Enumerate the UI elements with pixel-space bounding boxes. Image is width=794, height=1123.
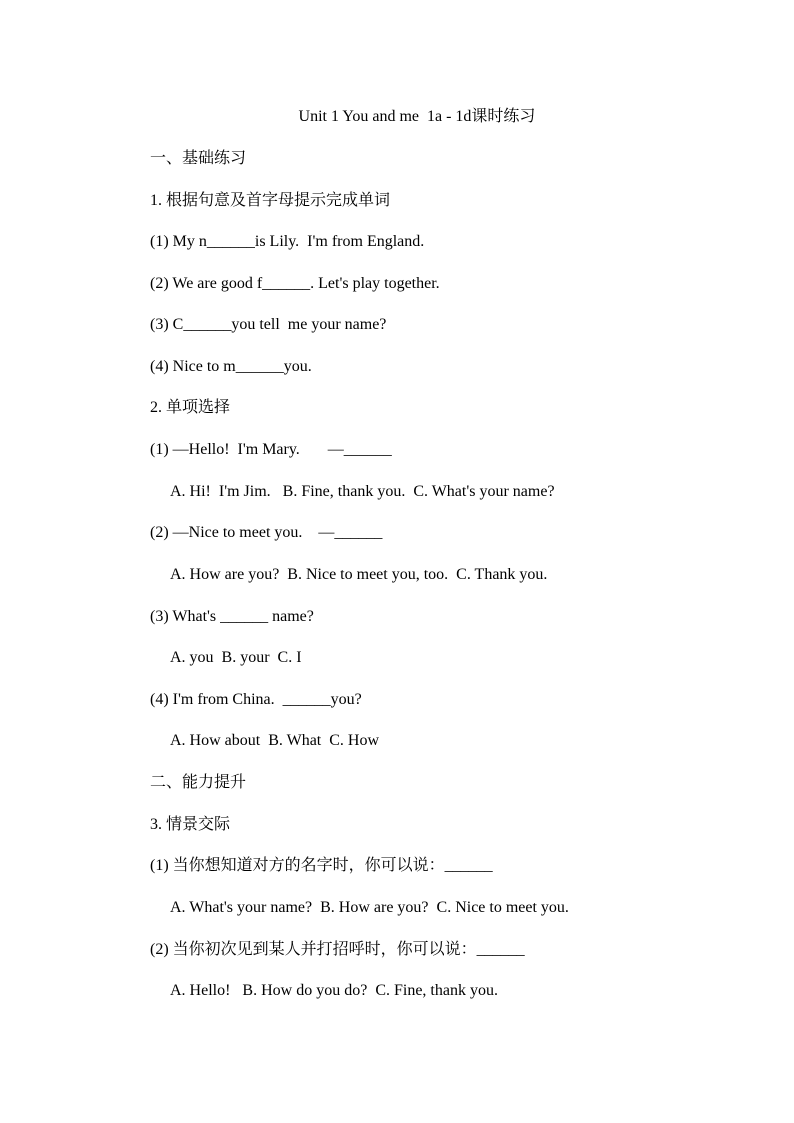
question-2-item-3: (3) What's ______ name? <box>150 608 314 625</box>
question-3-item-2: (2) 当你初次见到某人并打招呼时，你可以说：______ <box>150 941 525 958</box>
question-2-item-2-options: A. How are you? B. Nice to meet you, too. C. Thank you. <box>170 566 548 583</box>
question-2-item-2: (2) —Nice to meet you. —______ <box>150 524 383 541</box>
question-1-item-4: (4) Nice to m______you. <box>150 358 312 375</box>
question-2-item-1: (1) —Hello! I'm Mary. —______ <box>150 441 392 458</box>
question-2-item-4-options: A. How about B. What C. How <box>170 732 380 749</box>
document-title: Unit 1 You and me 1a - 1d课时练习 <box>298 108 536 125</box>
question-3-heading: 3. 情景交际 <box>150 816 231 833</box>
question-1-item-1: (1) My n______is Lily. I'm from England. <box>150 233 425 250</box>
question-1-heading: 1. 根据句意及首字母提示完成单词 <box>150 192 391 209</box>
section-heading-basic-practice: 一、基础练习 <box>150 150 247 167</box>
question-3-item-1-options: A. What's your name? B. How are you? C. Nice to meet you. <box>170 899 569 916</box>
section-heading-ability-improvement: 二、能力提升 <box>150 774 247 791</box>
question-3-item-2-options: A. Hello! B. How do you do? C. Fine, thank you. <box>170 982 498 999</box>
question-2-item-4: (4) I'm from China. ______you? <box>150 691 362 708</box>
question-1-item-3: (3) C______you tell me your name? <box>150 316 387 333</box>
question-3-item-1: (1) 当你想知道对方的名字时，你可以说：______ <box>150 857 493 874</box>
question-1-item-2: (2) We are good f______. Let's play together. <box>150 275 440 292</box>
question-2-item-1-options: A. Hi! I'm Jim. B. Fine, thank you. C. What's your name? <box>170 483 555 500</box>
question-2-heading: 2. 单项选择 <box>150 399 231 416</box>
question-2-item-3-options: A. you B. your C. I <box>170 649 302 666</box>
